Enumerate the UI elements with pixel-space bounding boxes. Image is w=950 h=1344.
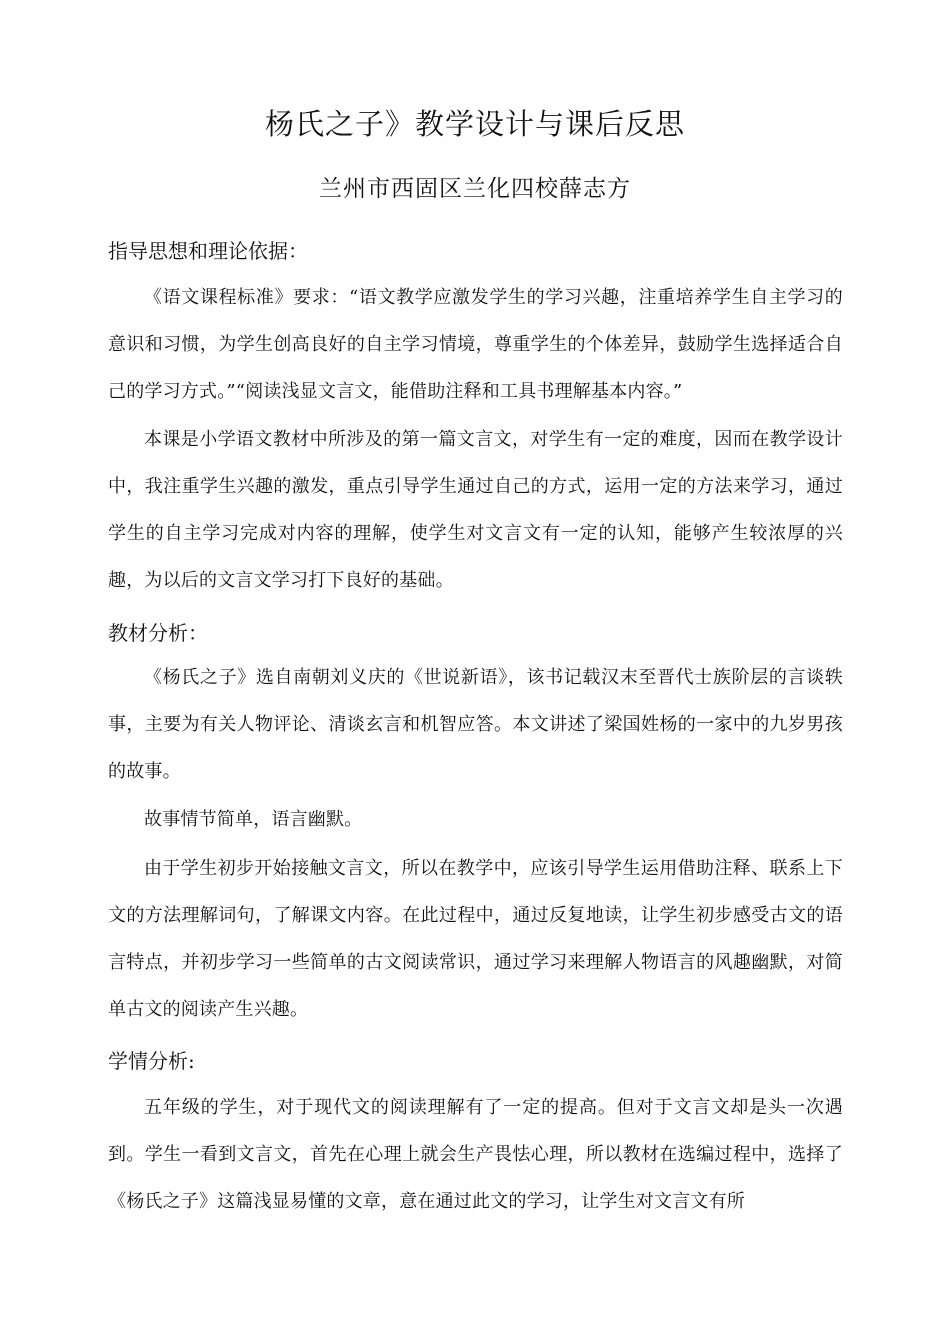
section-heading-guiding-ideas: 指导思想和理论依据： bbox=[108, 239, 308, 263]
section-heading-material-analysis: 教材分析： bbox=[108, 621, 208, 645]
paragraph: 本课是小学语文教材中所涉及的第一篇文言文，对学生有一定的难度，因而在教学设计中，我注重学生兴趣的激发，重点引导学生通过自己的方式，运用一定的方法来学习，通过学生的自主学习完成对内容的理解，使学生对文言文有一定的认知，能够产生较浓厚的兴趣，为以后的文言文学习打下良好的基础。 bbox=[108, 429, 843, 591]
document-title: 杨氏之子》教学设计与课后反思 bbox=[264, 107, 685, 141]
paragraph: 《语文课程标准》要求：“语文教学应激发学生的学习兴趣，注重培养学生自主学习的意识和习惯，为学生创高良好的自主学习情境，尊重学生的个体差异，鼓励学生选择适合自己的学习方式。”“阅读浅显文言文，能借助注释和工具书理解基本内容。” bbox=[108, 287, 843, 402]
author-line: 兰州市西固区兰化四校薛志方 bbox=[319, 176, 631, 202]
paragraph: 《杨氏之子》选自南朝刘义庆的《世说新语》，该书记载汉末至晋代士族阶层的言谈轶事，主要为有关人物评论、清谈玄言和机智应答。本文讲述了梁国姓杨的一家中的九岁男孩的故事。 bbox=[108, 667, 843, 782]
paragraph: 五年级的学生，对于现代文的阅读理解有了一定的提高。但对于文言文却是头一次遇到。学生一看到文言文，首先在心理上就会生产畏怯心理，所以教材在选编过程中，选择了《杨氏之子》这篇浅显易懂的文章，意在通过此文的学习，让学生对文言文有所 bbox=[108, 1097, 843, 1212]
section-heading-student-analysis: 学情分析: bbox=[108, 1049, 195, 1073]
paragraph: 故事情节简单，语言幽默。 bbox=[144, 809, 363, 830]
paragraph: 由于学生初步开始接触文言文，所以在教学中，应该引导学生运用借助注释、联系上下文的方法理解词句，了解课文内容。在此过程中，通过反复地读，让学生初步感受古文的语言特点，并初步学习一些简单的古文阅读常识，通过学习来理解人物语言的风趣幽默，对简单古文的阅读产生兴趣。 bbox=[108, 858, 843, 1020]
